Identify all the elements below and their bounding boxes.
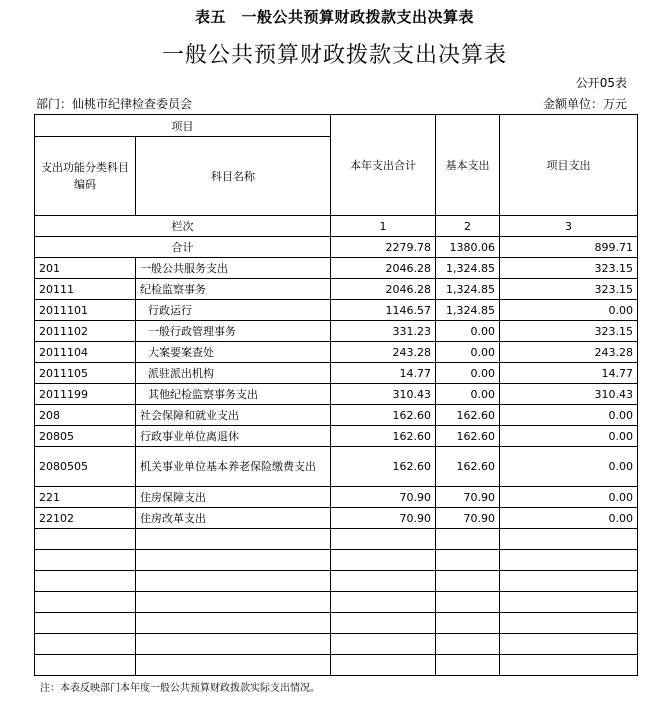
- row-basic: 0.00: [436, 321, 500, 342]
- lanci-row: [35, 216, 638, 237]
- lanci-1: 1: [331, 216, 436, 237]
- row-basic: 162.60: [436, 426, 500, 447]
- row-total: 162.60: [331, 405, 436, 426]
- row-total: 2046.28: [331, 279, 436, 300]
- empty-row: [35, 571, 638, 592]
- empty-row: [35, 550, 638, 571]
- sum-basic: 1380.06: [436, 237, 500, 258]
- empty-row: [35, 634, 638, 655]
- sum-total: 2279.78: [331, 237, 436, 258]
- row-basic: 1,324.85: [436, 279, 500, 300]
- row-project: 323.15: [500, 279, 638, 300]
- row-basic: 0.00: [436, 342, 500, 363]
- row-name: 其他纪检监察事务支出: [136, 384, 331, 405]
- row-name: 行政运行: [136, 300, 331, 321]
- row-code: 2011101: [35, 300, 136, 321]
- empty-row: [35, 592, 638, 613]
- row-basic: 0.00: [436, 384, 500, 405]
- row-code: 221: [35, 487, 136, 508]
- row-basic: 70.90: [436, 508, 500, 529]
- row-total: 2046.28: [331, 258, 436, 279]
- row-code: 2011105: [35, 363, 136, 384]
- header-name: 科目名称: [136, 137, 331, 216]
- row-name: 派驻派出机构: [136, 363, 331, 384]
- lanci-label: 栏次: [35, 216, 331, 237]
- table-row: [35, 405, 638, 426]
- row-total: 1146.57: [331, 300, 436, 321]
- row-project: 0.00: [500, 300, 638, 321]
- empty-row: [35, 613, 638, 634]
- row-total: 14.77: [331, 363, 436, 384]
- row-code: 22102: [35, 508, 136, 529]
- header-project-group: 项目: [35, 115, 331, 137]
- table-row: [35, 447, 638, 487]
- row-project: 0.00: [500, 447, 638, 487]
- row-basic: 162.60: [436, 405, 500, 426]
- footnote: 注：本表反映部门本年度一般公共预算财政拨款实际支出情况。: [40, 683, 320, 694]
- row-name: 行政事业单位离退休: [136, 426, 331, 447]
- table-label: 表五 一般公共预算财政拨款支出决算表: [194, 8, 474, 26]
- sum-row: [35, 237, 638, 258]
- row-name: 住房保障支出: [136, 487, 331, 508]
- page-title: 一般公共预算财政拨款支出决算表: [161, 43, 507, 68]
- header-project: 项目支出: [500, 115, 638, 216]
- empty-row: [35, 655, 638, 676]
- row-project: 323.15: [500, 258, 638, 279]
- row-name: 住房改革支出: [136, 508, 331, 529]
- row-code: 20805: [35, 426, 136, 447]
- row-project: 310.43: [500, 384, 638, 405]
- table-row: [35, 487, 638, 508]
- row-name: 一般行政管理事务: [136, 321, 331, 342]
- header-code: 支出功能分类科目编码: [35, 137, 136, 216]
- table-row: [35, 279, 638, 300]
- row-total: 331.23: [331, 321, 436, 342]
- table-row: [35, 342, 638, 363]
- row-code: 208: [35, 405, 136, 426]
- header-basic: 基本支出: [436, 115, 500, 216]
- table-row: [35, 300, 638, 321]
- row-project: 243.28: [500, 342, 638, 363]
- row-basic: 70.90: [436, 487, 500, 508]
- row-name: 纪检监察事务: [136, 279, 331, 300]
- row-total: 243.28: [331, 342, 436, 363]
- row-name: 大案要案查处: [136, 342, 331, 363]
- row-project: 0.00: [500, 487, 638, 508]
- row-basic: 0.00: [436, 363, 500, 384]
- sum-project: 899.71: [500, 237, 638, 258]
- row-basic: 1,324.85: [436, 258, 500, 279]
- row-code: 2080505: [35, 447, 136, 487]
- row-name: 一般公共服务支出: [136, 258, 331, 279]
- row-name: 机关事业单位基本养老保险缴费支出: [136, 447, 331, 487]
- expenditure-table: [34, 114, 638, 676]
- row-code: 2011104: [35, 342, 136, 363]
- sum-label: 合计: [35, 237, 331, 258]
- lanci-3: 3: [500, 216, 638, 237]
- doc-code: 公开05表: [575, 76, 627, 90]
- row-code: 20111: [35, 279, 136, 300]
- row-basic: 1,324.85: [436, 300, 500, 321]
- table-row: [35, 508, 638, 529]
- row-total: 162.60: [331, 426, 436, 447]
- row-total: 310.43: [331, 384, 436, 405]
- department-label: 部门：仙桃市纪律检查委员会: [36, 97, 193, 111]
- header-total: 本年支出合计: [331, 115, 436, 216]
- unit-label: 金额单位：万元: [542, 97, 627, 111]
- row-total: 70.90: [331, 508, 436, 529]
- table-row: [35, 321, 638, 342]
- lanci-2: 2: [436, 216, 500, 237]
- row-project: 0.00: [500, 508, 638, 529]
- table-row: [35, 384, 638, 405]
- row-project: 323.15: [500, 321, 638, 342]
- row-project: 0.00: [500, 405, 638, 426]
- empty-row: [35, 529, 638, 550]
- row-code: 2011102: [35, 321, 136, 342]
- row-code: 201: [35, 258, 136, 279]
- row-name: 社会保障和就业支出: [136, 405, 331, 426]
- row-basic: 162.60: [436, 447, 500, 487]
- row-total: 162.60: [331, 447, 436, 487]
- row-code: 2011199: [35, 384, 136, 405]
- row-project: 14.77: [500, 363, 638, 384]
- row-total: 70.90: [331, 487, 436, 508]
- row-project: 0.00: [500, 426, 638, 447]
- table-row: [35, 258, 638, 279]
- table-row: [35, 363, 638, 384]
- table-row: [35, 426, 638, 447]
